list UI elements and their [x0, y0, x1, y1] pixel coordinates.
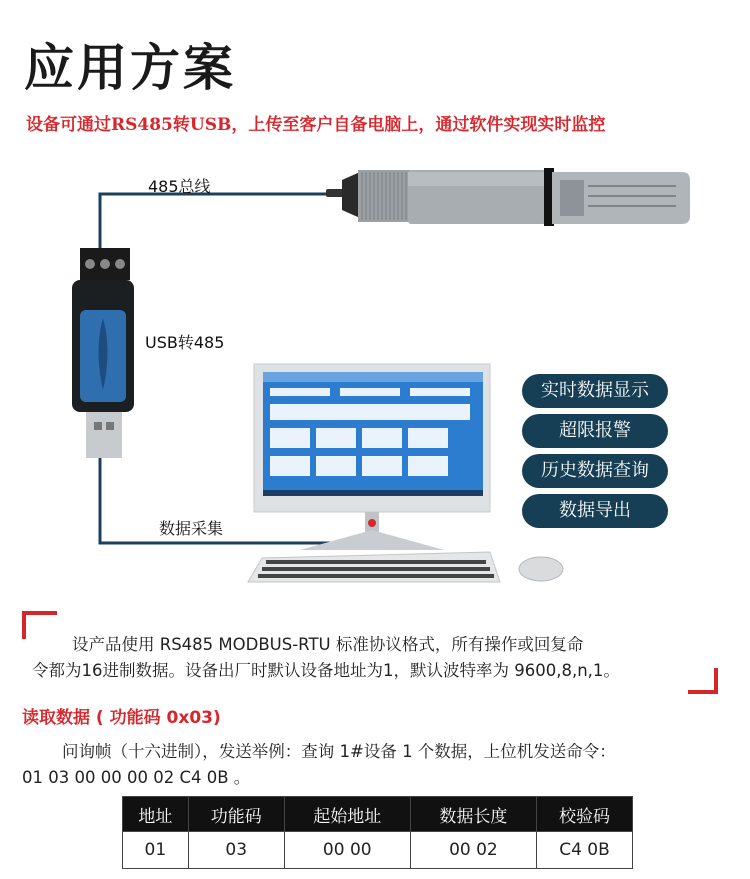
query-line-1: 问询帧（十六进制），发送举例：查询 1#设备 1 个数据，上位机发送命令： — [62, 742, 616, 761]
table-header: 起始地址 — [284, 797, 410, 832]
feature-overlimit-alarm: 超限报警 — [522, 414, 668, 448]
table-header: 校验码 — [537, 797, 633, 832]
table-header: 功能码 — [188, 797, 284, 832]
usb-converter-icon — [72, 248, 134, 458]
feature-history-query: 历史数据查询 — [522, 454, 668, 488]
table-cell: 00 02 — [410, 832, 536, 869]
converter-label: USB转485 — [145, 333, 225, 352]
description-line-1: 设产品使用 RS485 MODBUS-RTU 标准协议格式，所有操作或回复命 — [72, 635, 584, 654]
mouse-icon — [519, 557, 563, 581]
description-line-2: 令都为16进制数据。设备出厂时默认设备地址为1，默认波特率为 9600,8,n,1。 — [32, 661, 620, 680]
table-cell: 00 00 — [284, 832, 410, 869]
computer-monitor-icon — [254, 364, 490, 550]
page-subtitle: 设备可通过RS485转USB，上传至客户自备电脑上，通过软件实现实时监控 — [26, 115, 606, 135]
table-header: 数据长度 — [410, 797, 536, 832]
section-title: 读取数据 ( 功能码 0x03) — [22, 708, 221, 728]
sensor-probe-icon — [326, 168, 690, 226]
table-header: 地址 — [123, 797, 189, 832]
table-cell: 01 — [123, 832, 189, 869]
command-table — [122, 796, 633, 869]
query-line-2: 01 03 00 00 00 02 C4 0B 。 — [22, 768, 251, 787]
collect-label: 数据采集 — [159, 519, 224, 538]
table-cell: 03 — [188, 832, 284, 869]
feature-realtime-display: 实时数据显示 — [522, 374, 668, 408]
table-cell: C4 0B — [537, 832, 633, 869]
corner-bracket-top-left — [22, 611, 57, 639]
corner-bracket-bottom-right — [688, 668, 718, 694]
table-row — [123, 832, 633, 869]
bus-label: 485总线 — [148, 177, 211, 196]
keyboard-icon — [248, 552, 500, 582]
page-title: 应用方案 — [24, 38, 236, 97]
table-header-row — [123, 797, 633, 832]
feature-data-export: 数据导出 — [522, 494, 668, 528]
